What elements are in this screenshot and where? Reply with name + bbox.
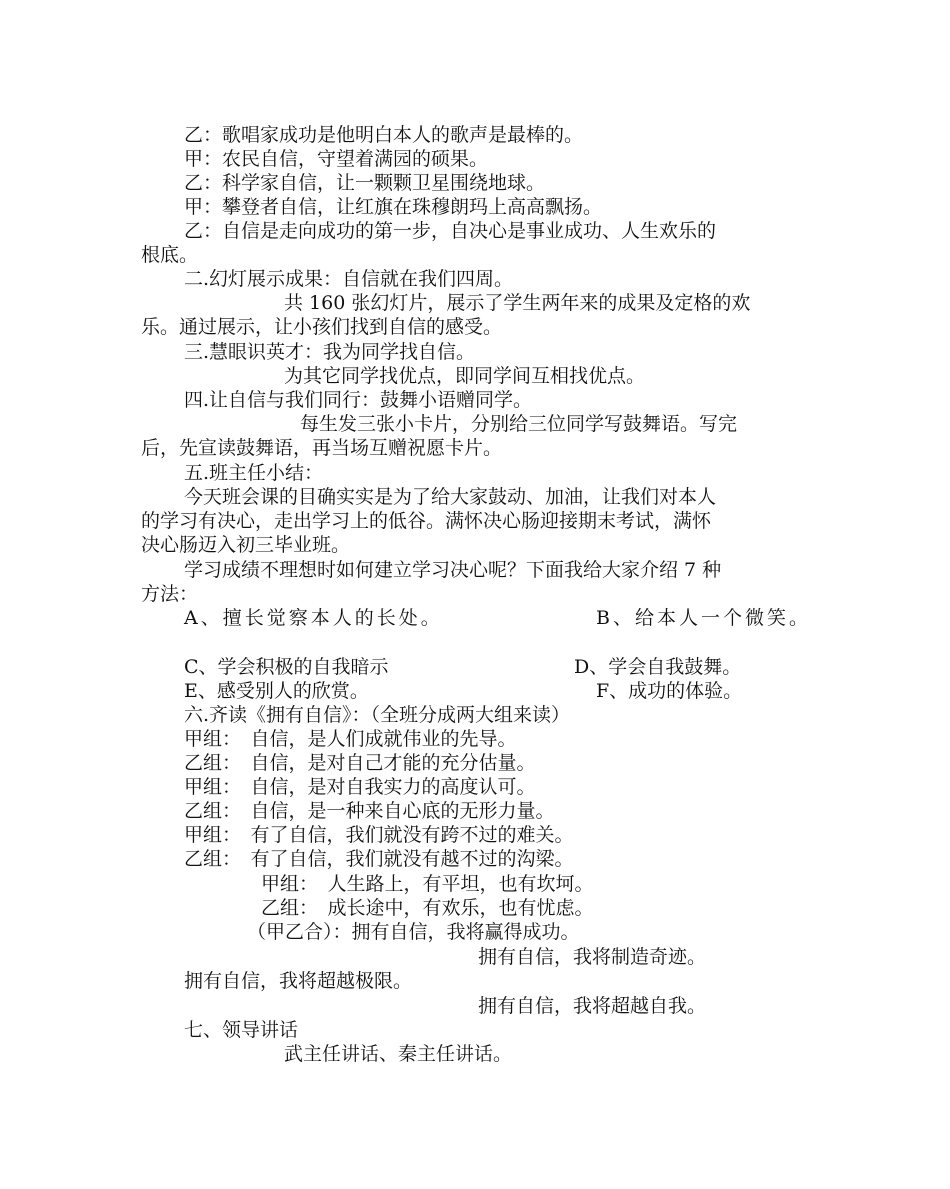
section-heading: 六.齐读《拥有自信》：（全班分成两大组来读） (184, 704, 571, 726)
reading-line: 甲组： 有了自信，我们就没有跨不过的难关。 (184, 824, 574, 846)
text-line: 甲：农民自信，守望着满园的硕果。 (184, 148, 489, 170)
text-line: 根底。 (141, 244, 199, 266)
section-heading: 五.班主任小结： (184, 462, 324, 484)
method-f: F、成功的体验。 (596, 680, 743, 702)
text-line: 每生发三张小卡片，分别给三位同学写鼓舞语。写完 (300, 413, 738, 435)
text-line: 为其它同学找优点，即同学间互相找优点。 (284, 365, 646, 387)
section-heading: 二.幻灯展示成果：自信就在我们四周。 (184, 268, 514, 290)
reading-line: 拥有自信，我将制造奇迹。 (478, 946, 707, 968)
reading-line: 甲组： 自信，是人们成就伟业的先导。 (184, 728, 517, 750)
reading-line: 乙组： 有了自信，我们就没有越不过的沟梁。 (184, 848, 574, 870)
method-b: B、给本人一个微笑。 (596, 607, 811, 629)
text-line: 后，先宣读鼓舞语，再当场互赠祝愿卡片。 (141, 437, 503, 459)
reading-line: 乙组： 自信，是一种来自心底的无形力量。 (184, 800, 555, 822)
text-line: 的学习有决心，走出学习上的低谷。满怀决心肠迎接期末考试，满怀 (141, 510, 712, 532)
text-line: 今天班会课的目确实实是为了给大家鼓动、加油，让我们对本人 (184, 486, 717, 508)
reading-line: 拥有自信，我将超越自我。 (478, 995, 707, 1017)
text-line: 乙：自信是走向成功的第一步，自决心是事业成功、人生欢乐的 (184, 220, 717, 242)
reading-line: 乙组： 成长途中，有欢乐，也有忧虑。 (261, 897, 594, 919)
text-line: 乙：科学家自信，让一颗颗卫星围绕地球。 (184, 172, 546, 194)
reading-line: 乙组： 自信，是对自己才能的充分估量。 (184, 752, 536, 774)
reading-line: 甲组： 人生路上，有平坦，也有坎坷。 (261, 873, 594, 895)
method-a: A、擅长觉察本人的长处。 (184, 607, 443, 629)
text-line: 武主任讲话、秦主任讲话。 (284, 1043, 513, 1065)
method-d: D、学会自我鼓舞。 (574, 656, 742, 678)
section-heading: 七、领导讲话 (184, 1019, 299, 1041)
text-line: 学习成绩不理想时如何建立学习决心呢？下面我给大家介绍 7 种 (184, 559, 722, 581)
text-line: 共 160 张幻灯片，展示了学生两年来的成果及定格的欢 (284, 292, 751, 314)
text-line: 甲：攀登者自信，让红旗在珠穆朗玛上高高飘扬。 (184, 196, 603, 218)
method-c: C、学会积极的自我暗示 (184, 656, 389, 678)
reading-line: 拥有自信，我将超越极限。 (184, 970, 413, 992)
section-heading: 四.让自信与我们同行：鼓舞小语赠同学。 (184, 389, 533, 411)
section-heading: 三.慧眼识英才：我为同学找自信。 (184, 341, 476, 363)
reading-line: 甲组： 自信，是对自我实力的高度认可。 (184, 776, 536, 798)
text-line: 乐。通过展示，让小孩们找到自信的感受。 (141, 316, 503, 338)
method-e: E、感受别人的欣赏。 (184, 680, 369, 702)
reading-line: （甲乙合）：拥有自信，我将赢得成功。 (247, 921, 580, 943)
text-line: 决心肠迈入初三毕业班。 (141, 534, 351, 556)
text-line: 乙：歌唱家成功是他明白本人的歌声是最棒的。 (184, 124, 584, 146)
text-line: 方法： (141, 583, 199, 605)
